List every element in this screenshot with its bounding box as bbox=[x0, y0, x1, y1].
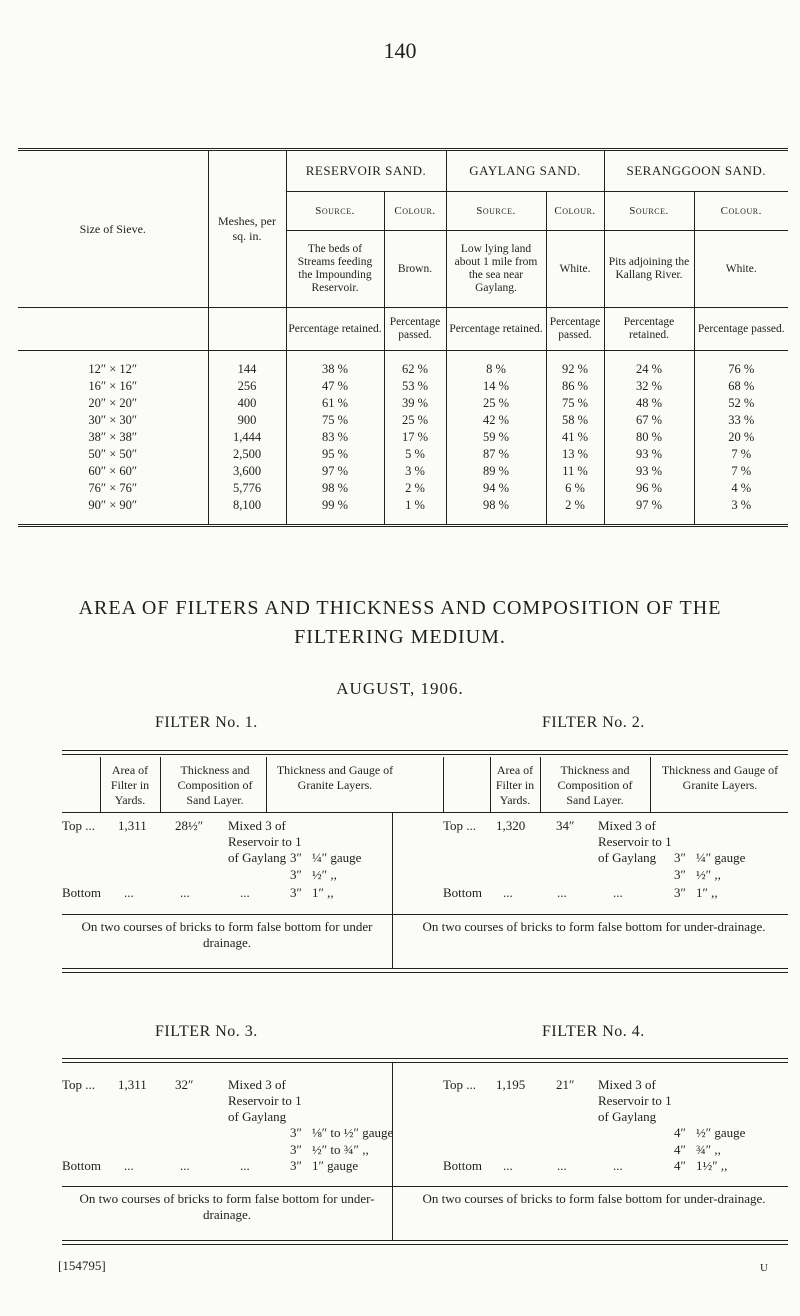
passed-cell: 52 % bbox=[694, 395, 788, 412]
sieve-size-cell: 60″ × 60″ bbox=[88, 464, 138, 478]
filter-3-sand-thickness: 32″ bbox=[175, 1077, 194, 1092]
passed-cell: 33 % bbox=[694, 412, 788, 429]
filter-1-layer-3-gauge: 1″ ,, bbox=[312, 885, 334, 900]
ellipsis: ... bbox=[124, 885, 134, 900]
filter-1-layer-2-thickness: 3″ bbox=[290, 867, 302, 882]
retained-cell: 8 % bbox=[446, 351, 546, 379]
retained-cell: 48 % bbox=[604, 395, 694, 412]
colour-label: Colour. bbox=[546, 192, 604, 231]
table-bottom-rule bbox=[62, 1240, 788, 1245]
sieve-size-cell: 76″ × 76″ bbox=[88, 481, 138, 495]
header-rule bbox=[62, 812, 788, 813]
filter-1-sand-thickness: 28½″ bbox=[175, 818, 204, 833]
passed-cell: 75 % bbox=[546, 395, 604, 412]
passed-cell: 5 % bbox=[384, 446, 446, 463]
filter-4-layer-2-thickness: 4″ bbox=[674, 1142, 686, 1157]
column-divider bbox=[443, 757, 444, 812]
table-row bbox=[18, 497, 788, 526]
filter-2-sand-thickness: 34″ bbox=[556, 818, 575, 833]
header-retained: Percentage retained. bbox=[446, 308, 546, 351]
header-granite-layers: Thickness and Gauge of Granite Layers. bbox=[661, 763, 779, 792]
retained-cell: 59 % bbox=[446, 429, 546, 446]
table-row bbox=[18, 463, 788, 480]
header-area: Area of Filter in Yards. bbox=[110, 763, 150, 807]
colour-gaylang: White. bbox=[546, 231, 604, 308]
filter-2-mix: Mixed 3 of Reservoir to 1 of Gaylang bbox=[598, 818, 672, 865]
header-passed: Percentage passed. bbox=[546, 308, 604, 351]
retained-cell: 67 % bbox=[604, 412, 694, 429]
header-retained: Percentage retained. bbox=[286, 308, 384, 351]
ellipsis: ... bbox=[124, 1158, 134, 1173]
filter-2-layer-1-thickness: 3″ bbox=[674, 850, 686, 865]
filter-2-area: 1,320 bbox=[496, 818, 526, 833]
filter-2-note: On two courses of bricks to form false bottom for under-drainage. bbox=[422, 919, 766, 934]
retained-cell: 94 % bbox=[446, 480, 546, 497]
column-divider bbox=[540, 757, 541, 812]
header-retained: Percentage retained. bbox=[604, 308, 694, 351]
filter-2-layer-2-gauge: ½″ ,, bbox=[696, 867, 721, 882]
filter-4-area: 1,195 bbox=[496, 1077, 526, 1092]
meshes-cell: 256 bbox=[208, 378, 286, 395]
retained-cell: 47 % bbox=[286, 378, 384, 395]
retained-cell: 80 % bbox=[604, 429, 694, 446]
filter-3-layer-2-thickness: 3″ bbox=[290, 1142, 302, 1157]
ellipsis: ... bbox=[613, 1158, 623, 1173]
filter-2-bottom-label: Bottom bbox=[443, 885, 483, 900]
group-gaylang-sand: GAYLANG SAND. bbox=[446, 150, 604, 192]
header-size-of-sieve: Size of Sieve. bbox=[18, 150, 208, 308]
filter-3-mix: Mixed 3 of Reservoir to 1 of Gaylang bbox=[228, 1077, 302, 1124]
retained-cell: 42 % bbox=[446, 412, 546, 429]
retained-cell: 61 % bbox=[286, 395, 384, 412]
printer-code: [154795] bbox=[58, 1258, 106, 1273]
retained-cell: 38 % bbox=[286, 351, 384, 379]
ellipsis: ... bbox=[503, 885, 513, 900]
filter-3-layer-3-thickness: 3″ bbox=[290, 1158, 302, 1173]
ellipsis: ... bbox=[557, 885, 567, 900]
note-rule bbox=[62, 914, 788, 915]
filter-3-bottom-label: Bottom bbox=[62, 1158, 102, 1173]
group-reservoir-sand: RESERVOIR SAND. bbox=[286, 150, 446, 192]
header-meshes: Meshes, per sq. in. bbox=[208, 150, 286, 308]
header-sand-layer: Thickness and Composition of Sand Layer. bbox=[557, 763, 633, 807]
filter-2-layer-3-gauge: 1″ ,, bbox=[696, 885, 718, 900]
passed-cell: 39 % bbox=[384, 395, 446, 412]
colour-reservoir: Brown. bbox=[384, 231, 446, 308]
section-title-line-1: AREA OF FILTERS AND THICKNESS AND COMPOSITION OF THE bbox=[78, 597, 722, 619]
retained-cell: 25 % bbox=[446, 395, 546, 412]
table-top-rule bbox=[62, 750, 788, 755]
passed-cell: 7 % bbox=[694, 463, 788, 480]
ellipsis: ... bbox=[240, 1158, 250, 1173]
retained-cell: 87 % bbox=[446, 446, 546, 463]
retained-cell: 99 % bbox=[286, 497, 384, 526]
sieve-size-cell: 16″ × 16″ bbox=[88, 379, 138, 393]
filter-3-layer-3-gauge: 1″ gauge bbox=[312, 1158, 359, 1173]
colour-label: Colour. bbox=[694, 192, 788, 231]
sieve-size-cell: 38″ × 38″ bbox=[88, 430, 138, 444]
source-reservoir: The beds of Streams feeding the Impounding Reservoir. bbox=[286, 231, 384, 308]
ellipsis: ... bbox=[557, 1158, 567, 1173]
sieve-analysis-table bbox=[18, 148, 788, 527]
section-title-line-2: FILTERING MEDIUM. bbox=[294, 626, 506, 648]
filter-1-mix: Mixed 3 of Reservoir to 1 of Gaylang bbox=[228, 818, 302, 865]
filter-3-layer-1-gauge: ⅛″ to ½″ gauge bbox=[312, 1125, 394, 1140]
retained-cell: 96 % bbox=[604, 480, 694, 497]
retained-cell: 83 % bbox=[286, 429, 384, 446]
filter-4-top-label: Top ... bbox=[443, 1077, 477, 1092]
passed-cell: 76 % bbox=[694, 351, 788, 379]
source-gaylang: Low lying land about 1 mile from the sea near Gaylang. bbox=[446, 231, 546, 308]
filter-1-layer-1-thickness: 3″ bbox=[290, 850, 302, 865]
passed-cell: 3 % bbox=[694, 497, 788, 526]
retained-cell: 14 % bbox=[446, 378, 546, 395]
header-granite-layers: Thickness and Gauge of Granite Layers. bbox=[276, 763, 394, 792]
retained-cell: 98 % bbox=[446, 497, 546, 526]
source-label: Source. bbox=[604, 192, 694, 231]
filter-2-layer-3-thickness: 3″ bbox=[674, 885, 686, 900]
meshes-cell: 1,444 bbox=[208, 429, 286, 446]
filter-4-layer-3-thickness: 4″ bbox=[674, 1158, 686, 1173]
retained-cell: 95 % bbox=[286, 446, 384, 463]
passed-cell: 62 % bbox=[384, 351, 446, 379]
passed-cell: 7 % bbox=[694, 446, 788, 463]
filter-4-layer-2-gauge: ¾″ ,, bbox=[696, 1142, 721, 1157]
filter-2-layer-1-gauge: ¼″ gauge bbox=[696, 850, 746, 865]
meshes-cell: 2,500 bbox=[208, 446, 286, 463]
passed-cell: 11 % bbox=[546, 463, 604, 480]
date-heading: AUGUST, 1906. bbox=[336, 679, 464, 698]
ellipsis: ... bbox=[180, 885, 190, 900]
meshes-cell: 144 bbox=[208, 351, 286, 379]
table-top-rule bbox=[62, 1058, 788, 1063]
filter-2-label: FILTER No. 2. bbox=[542, 714, 645, 731]
filter-1-layer-1-gauge: ¼″ gauge bbox=[312, 850, 362, 865]
filter-3-note: On two courses of bricks to form false bottom for under-drainage. bbox=[79, 1191, 375, 1222]
retained-cell: 97 % bbox=[286, 463, 384, 480]
meshes-cell: 900 bbox=[208, 412, 286, 429]
filter-3-layer-1-thickness: 3″ bbox=[290, 1125, 302, 1140]
table-row bbox=[18, 429, 788, 446]
meshes-cell: 400 bbox=[208, 395, 286, 412]
colour-label: Colour. bbox=[384, 192, 446, 231]
filter-2-top-label: Top ... bbox=[443, 818, 477, 833]
retained-cell: 32 % bbox=[604, 378, 694, 395]
passed-cell: 2 % bbox=[546, 497, 604, 526]
ellipsis: ... bbox=[180, 1158, 190, 1173]
passed-cell: 4 % bbox=[694, 480, 788, 497]
note-rule bbox=[62, 1186, 788, 1187]
ellipsis: ... bbox=[240, 885, 250, 900]
passed-cell: 2 % bbox=[384, 480, 446, 497]
filter-3-area: 1,311 bbox=[118, 1077, 147, 1092]
table-row bbox=[18, 480, 788, 497]
source-label: Source. bbox=[446, 192, 546, 231]
meshes-cell: 3,600 bbox=[208, 463, 286, 480]
filter-3-top-label: Top ... bbox=[62, 1077, 96, 1092]
sieve-size-cell: 90″ × 90″ bbox=[18, 497, 208, 526]
page-number: 140 bbox=[383, 38, 417, 63]
filter-1-area: 1,311 bbox=[118, 818, 147, 833]
retained-cell: 97 % bbox=[604, 497, 694, 526]
filter-3-layer-2-gauge: ½″ to ¾″ ,, bbox=[312, 1142, 369, 1157]
filter-3-label: FILTER No. 3. bbox=[155, 1023, 258, 1040]
filter-4-sand-thickness: 21″ bbox=[556, 1077, 575, 1092]
filter-4-layer-3-gauge: 1½″ ,, bbox=[696, 1158, 728, 1173]
source-seranggoon: Pits adjoining the Kallang River. bbox=[604, 231, 694, 308]
meshes-cell: 5,776 bbox=[208, 480, 286, 497]
filter-1-bottom-label: Bottom bbox=[62, 885, 102, 900]
table-row bbox=[18, 412, 788, 429]
sieve-size-cell: 12″ × 12″ bbox=[88, 362, 138, 376]
filter-4-bottom-label: Bottom bbox=[443, 1158, 483, 1173]
header-passed: Percentage passed. bbox=[694, 308, 788, 351]
filter-4-layer-1-gauge: ½″ gauge bbox=[696, 1125, 746, 1140]
source-label: Source. bbox=[286, 192, 384, 231]
table-row bbox=[18, 446, 788, 463]
passed-cell: 53 % bbox=[384, 378, 446, 395]
table-row bbox=[18, 395, 788, 412]
passed-cell: 6 % bbox=[546, 480, 604, 497]
retained-cell: 24 % bbox=[604, 351, 694, 379]
filter-4-label: FILTER No. 4. bbox=[542, 1023, 645, 1040]
passed-cell: 41 % bbox=[546, 429, 604, 446]
table-row bbox=[18, 378, 788, 395]
passed-cell: 20 % bbox=[694, 429, 788, 446]
passed-cell: 68 % bbox=[694, 378, 788, 395]
table-row bbox=[18, 351, 788, 379]
colour-seranggoon: White. bbox=[694, 231, 788, 308]
passed-cell: 13 % bbox=[546, 446, 604, 463]
group-seranggoon-sand: SERANGGOON SAND. bbox=[604, 150, 788, 192]
signature-letter: U bbox=[760, 1262, 768, 1274]
passed-cell: 25 % bbox=[384, 412, 446, 429]
passed-cell: 17 % bbox=[384, 429, 446, 446]
center-divider bbox=[392, 812, 393, 968]
header-area: Area of Filter in Yards. bbox=[495, 763, 535, 807]
filter-1-note: On two courses of bricks to form false bottom for under drainage. bbox=[81, 919, 373, 950]
filter-2-layer-2-thickness: 3″ bbox=[674, 867, 686, 882]
filter-1-label: FILTER No. 1. bbox=[155, 714, 258, 731]
filter-4-layer-1-thickness: 4″ bbox=[674, 1125, 686, 1140]
header-sand-layer: Thickness and Composition of Sand Layer. bbox=[177, 763, 253, 807]
passed-cell: 3 % bbox=[384, 463, 446, 480]
filter-1-layer-2-gauge: ½″ ,, bbox=[312, 867, 337, 882]
retained-cell: 75 % bbox=[286, 412, 384, 429]
filter-4-mix: Mixed 3 of Reservoir to 1 of Gaylang bbox=[598, 1077, 672, 1124]
center-divider bbox=[392, 1062, 393, 1240]
filter-1-layer-3-thickness: 3″ bbox=[290, 885, 302, 900]
column-divider bbox=[650, 757, 651, 812]
filter-4-note: On two courses of bricks to form false bottom for under-drainage. bbox=[422, 1191, 766, 1206]
retained-cell: 98 % bbox=[286, 480, 384, 497]
sieve-size-cell: 50″ × 50″ bbox=[88, 447, 138, 461]
sieve-size-cell: 20″ × 20″ bbox=[88, 396, 138, 410]
sieve-size-cell: 30″ × 30″ bbox=[88, 413, 138, 427]
filter-1-top-label: Top ... bbox=[62, 818, 96, 833]
ellipsis: ... bbox=[503, 1158, 513, 1173]
column-divider bbox=[266, 757, 267, 812]
retained-cell: 93 % bbox=[604, 446, 694, 463]
ellipsis: ... bbox=[613, 885, 623, 900]
passed-cell: 86 % bbox=[546, 378, 604, 395]
header-passed: Percentage passed. bbox=[384, 308, 446, 351]
retained-cell: 93 % bbox=[604, 463, 694, 480]
column-divider bbox=[160, 757, 161, 812]
passed-cell: 92 % bbox=[546, 351, 604, 379]
passed-cell: 1 % bbox=[384, 497, 446, 526]
meshes-cell: 8,100 bbox=[208, 497, 286, 526]
table-bottom-rule bbox=[62, 968, 788, 973]
retained-cell: 89 % bbox=[446, 463, 546, 480]
passed-cell: 58 % bbox=[546, 412, 604, 429]
